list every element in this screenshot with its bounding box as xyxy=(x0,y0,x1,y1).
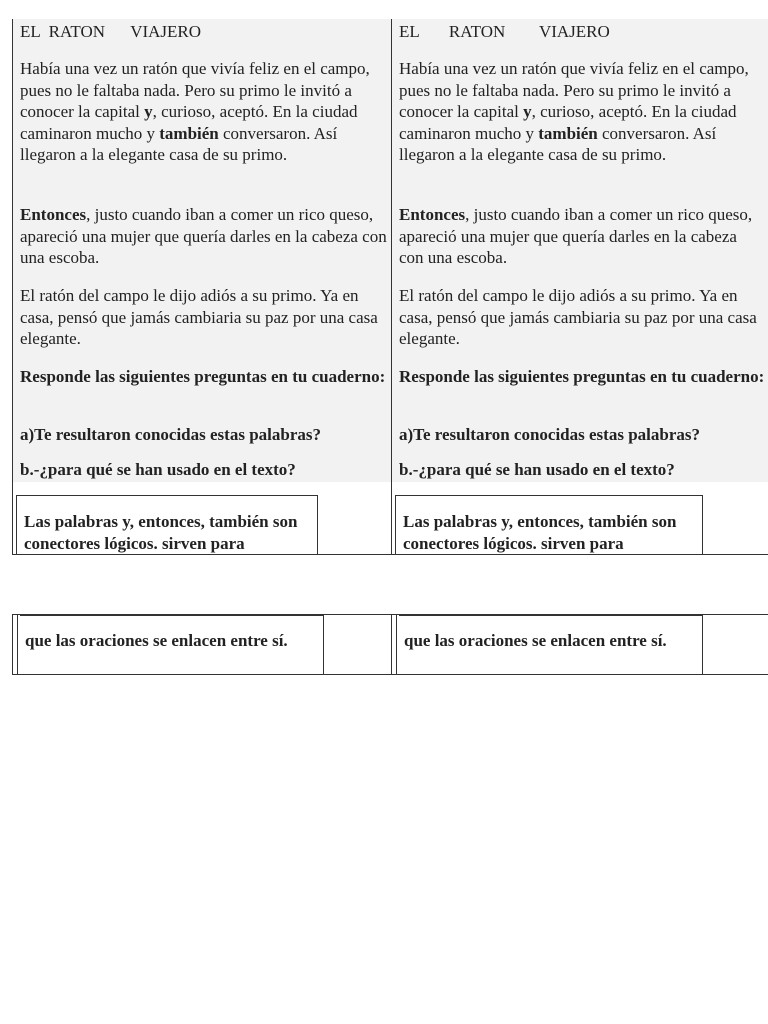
answer-box: Las palabras y, entonces, también son conectores lógicos. sirven para xyxy=(16,495,318,555)
answer-continuation-right xyxy=(391,614,768,675)
answer-continuation-left xyxy=(12,614,392,675)
story-column-right xyxy=(391,19,768,555)
paragraph-2: Entonces, justo cuando iban a comer un rico queso, apareció una mujer que quería darles en la cabeza con una escoba. xyxy=(399,205,753,267)
answer-continuation-cell: que las oraciones se enlacen entre sí. xyxy=(20,615,324,674)
story-column-left xyxy=(12,19,392,555)
paragraph-1: Había una vez un ratón que vivía feliz en el campo, pues no le faltaba nada. Pero su primo le invitó a conocer la capital y, curioso, aceptó. En la ciudad caminaron mucho y también conversaron. Así llegaron a la elegante casa de su primo. xyxy=(20,59,370,164)
paragraph-3: El ratón del campo le dijo adiós a su primo. Ya en casa, pensó que jamás cambiaria su paz por una casa elegante. xyxy=(399,286,757,348)
question-a: a)Te resultaron conocidas estas palabras? xyxy=(399,425,700,444)
paragraph-2: Entonces, justo cuando iban a comer un rico queso, apareció una mujer que quería darles en la cabeza con una escoba. xyxy=(20,205,387,267)
question-b: b.-¿para qué se han usado en el texto? xyxy=(20,460,296,479)
questions-instruction: Responde las siguientes preguntas en tu cuaderno: xyxy=(399,367,765,386)
story-title: EL RATON VIAJERO xyxy=(20,22,202,41)
column-divider xyxy=(17,614,18,675)
paragraph-3: El ratón del campo le dijo adiós a su primo. Ya en casa, pensó que jamás cambiaria su paz por una casa elegante. xyxy=(20,286,378,348)
question-b: b.-¿para qué se han usado en el texto? xyxy=(399,460,675,479)
story-title: EL RATON VIAJERO xyxy=(399,22,610,41)
paragraph-1: Había una vez un ratón que vivía feliz en el campo, pues no le faltaba nada. Pero su primo le invitó a conocer la capital y, curioso, aceptó. En la ciudad caminaron mucho y también conversaron. Así llegaron a la elegante casa de su primo. xyxy=(399,59,749,164)
questions-instruction: Responde las siguientes preguntas en tu cuaderno: xyxy=(20,367,386,386)
answer-continuation-cell: que las oraciones se enlacen entre sí. xyxy=(399,615,703,674)
question-a: a)Te resultaron conocidas estas palabras? xyxy=(20,425,321,444)
column-divider xyxy=(396,614,397,675)
answer-box: Las palabras y, entonces, también son conectores lógicos. sirven para xyxy=(395,495,703,555)
